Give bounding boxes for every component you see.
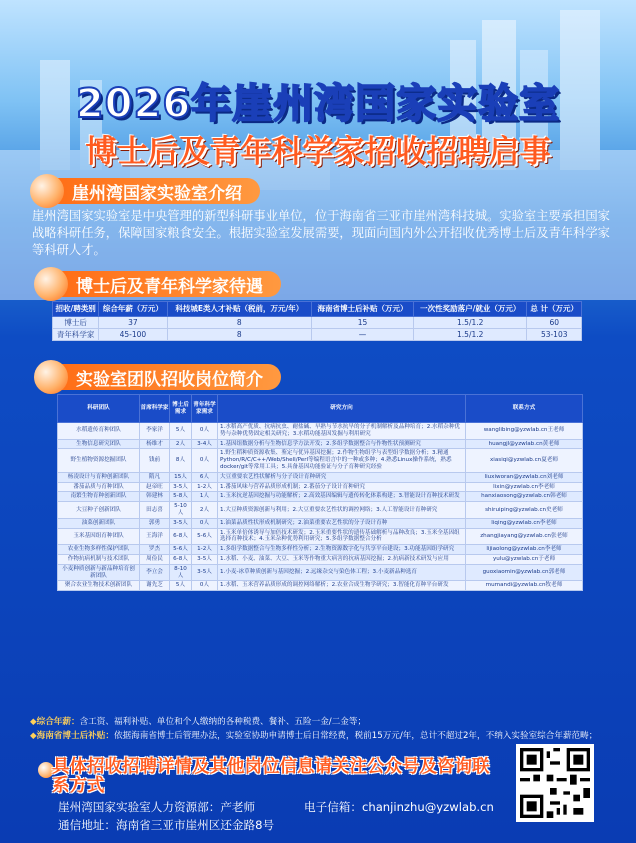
table-cell: 3-5人 <box>192 564 218 581</box>
positions-table <box>57 394 583 591</box>
contact-email[interactable]: huangjl@yzwlab.cn黄老师 <box>466 439 583 449</box>
table-cell: — <box>312 329 414 341</box>
table-cell: 1.5/1.2 <box>414 317 527 329</box>
contact-email[interactable]: hanxiaosong@yzwlab.cn韩老师 <box>466 492 583 502</box>
table-cell: 5-8人 <box>170 492 192 502</box>
contact-email[interactable]: yulu@yzwlab.cn于老师 <box>466 554 583 564</box>
table-row <box>58 449 583 472</box>
contact-email[interactable]: liuxiworan@yzwlab.cn刘老师 <box>466 472 583 482</box>
table-row <box>53 317 582 329</box>
table-cell: 8人 <box>170 449 192 472</box>
table-cell: 8-10人 <box>170 564 192 581</box>
table-cell: 6-8人 <box>170 554 192 564</box>
section-heading-intro: 崖州湾国家实验室介绍 <box>72 183 242 204</box>
note-label: ◆综合年薪： <box>30 717 80 727</box>
contact-email[interactable]: shiruiping@yzwlab.cn史老师 <box>466 502 583 519</box>
table-row <box>58 482 583 492</box>
benefits-col-header: 科技城E类人才补贴（税前，万元/年） <box>167 302 311 317</box>
benefits-col-header: 一次性奖励落户/就业（万元） <box>414 302 527 317</box>
contact-email[interactable]: wanglibing@yzwlab.cn王老师 <box>466 423 583 440</box>
table-cell: 油菜创新团队 <box>58 518 140 528</box>
table-row <box>53 329 582 341</box>
table-cell: 1-2人 <box>192 545 218 555</box>
research-direction: 1.野生稻种质资源收集、鉴定与优异基因挖掘；2.作物生物组学与表型组学数据分析；3.精通Python/R/C/C++/Web/Shell/Perl等编程语言中的一种或多种；4.熟悉Linux操作系统，熟悉docker/git等常用工具；5.具备基因功能验证与分子育种研究经验 <box>218 449 466 472</box>
table-row <box>58 502 583 519</box>
positions-col-header: 首席科学家 <box>140 395 170 423</box>
benefits-col-header: 综合年薪（万元） <box>99 302 167 317</box>
table-row <box>58 423 583 440</box>
table-cell: 大豆种子创新团队 <box>58 502 140 519</box>
table-row <box>58 554 583 564</box>
footer-cta: 具体招收招聘详情及其他岗位信息请关注公众号及咨询联系方式 <box>52 757 490 796</box>
table-row <box>58 518 583 528</box>
table-cell: 杨维才 <box>140 439 170 449</box>
table-cell: 聚合农业生物技术创新团队 <box>58 581 140 591</box>
benefits-col-header: 海南省博士后补贴（万元） <box>312 302 414 317</box>
benefits-col-header: 招收/聘类别 <box>53 302 99 317</box>
table-cell: 杨凌设计与育种创新团队 <box>58 472 140 482</box>
section-heading-positions: 实验室团队招收岗位简介 <box>76 369 263 390</box>
table-cell: 王海洋 <box>140 528 170 545</box>
table-cell: 李立会 <box>140 564 170 581</box>
contact-email[interactable]: mumandi@yzwlab.cn牧老师 <box>466 581 583 591</box>
section-tag-intro <box>36 178 260 204</box>
contact-email[interactable]: guoxiaomin@yzwlab.cn郭老师 <box>466 564 583 581</box>
note-label: ◆海南省博士后补贴： <box>30 731 114 741</box>
notes-block <box>30 715 620 743</box>
table-cell: 3-5人 <box>192 554 218 564</box>
research-direction: 大豆重要农艺性状解析与分子设计育种研究 <box>218 472 466 482</box>
table-cell: 田志喜 <box>140 502 170 519</box>
table-cell: 周俭民 <box>140 554 170 564</box>
intro-paragraph: 崖州湾国家实验室是中央管理的新型科研事业单位，位于海南省三亚市崖州湾科技城。实验室主要承担国家战略科研任务，保障国家粮食安全。根据实验室发展需要，现面向国内外公开招收优秀博士后及青年科学家等科研人才。 <box>32 209 610 257</box>
table-cell: 3-5人 <box>170 482 192 492</box>
positions-col-header: 联系方式 <box>466 395 583 423</box>
research-direction: 1.大豆种质资源创新与利用；2.大豆重要农艺性状的调控网络；3.人工智能设计育种研究 <box>218 502 466 519</box>
table-cell: 南繁生物育种创新团队 <box>58 492 140 502</box>
table-cell: 6-8人 <box>170 528 192 545</box>
table-cell: 60 <box>527 317 582 329</box>
table-cell: 博士后 <box>53 317 99 329</box>
main-title: 2026年崖州湾国家实验室 <box>75 81 561 127</box>
positions-header-row <box>58 395 583 423</box>
sub-title: 博士后及青年科学家招收招聘启事 <box>85 134 551 170</box>
table-row <box>58 492 583 502</box>
positions-col-header: 研究方向 <box>218 395 466 423</box>
table-cell: 赵帝旺 <box>140 482 170 492</box>
table-cell: 隋凡 <box>140 472 170 482</box>
table-cell: 钱前 <box>140 449 170 472</box>
research-direction: 1.小麦-冰草种质创新与基因挖掘；2.远缘杂交与染色体工程；3.小麦新品种选育 <box>218 564 466 581</box>
table-cell: 0人 <box>192 423 218 440</box>
section-heading-benefits: 博士后及青年科学家待遇 <box>76 276 263 297</box>
table-cell: 生物信息研究团队 <box>58 439 140 449</box>
qr-code[interactable] <box>516 744 594 822</box>
hr-contact: 崖州湾国家实验室人力资源部：产老师 <box>58 800 256 814</box>
table-cell: 15 <box>312 317 414 329</box>
table-cell: 谢先芝 <box>140 581 170 591</box>
table-cell: 5-6人 <box>192 528 218 545</box>
table-cell: 53-103 <box>527 329 582 341</box>
table-cell: 作物抗病机制与技术团队 <box>58 554 140 564</box>
table-cell: 0人 <box>192 581 218 591</box>
table-cell: 1-2人 <box>192 482 218 492</box>
table-cell: 2人 <box>170 439 192 449</box>
table-cell: 青年科学家 <box>53 329 99 341</box>
benefits-col-header: 总 计（万元） <box>527 302 582 317</box>
table-cell: 5人 <box>170 581 192 591</box>
table-cell: 郭勇 <box>140 518 170 528</box>
bullet-icon <box>34 267 68 301</box>
table-cell: 8 <box>167 317 311 329</box>
contact-email[interactable]: liqing@yzwlab.cn李老师 <box>466 518 583 528</box>
table-cell: 3-4人 <box>192 439 218 449</box>
positions-col-header: 博士后需求 <box>170 395 192 423</box>
note-line <box>30 729 620 743</box>
table-cell: 水稻遗传育种团队 <box>58 423 140 440</box>
table-cell: 罗杰 <box>140 545 170 555</box>
table-cell: 15人 <box>170 472 192 482</box>
table-cell: 5-6人 <box>170 545 192 555</box>
contact-email[interactable]: zhangjiayang@yzwlab.cn张老师 <box>466 528 583 545</box>
table-cell: 1.5/1.2 <box>414 329 527 341</box>
table-cell: 玉米基因组育种团队 <box>58 528 140 545</box>
table-cell: 5-10人 <box>170 502 192 519</box>
research-direction: 1.油菜品质性状形成机制研究；2.油菜重要农艺性状的分子设计育种 <box>218 518 466 528</box>
table-cell: 小麦种质创新与新品种培育创新团队 <box>58 564 140 581</box>
table-row <box>58 545 583 555</box>
note-text: 依据海南省博士后管理办法，实验室协助申请博士后日常经费，税前15万元/年，总计不超过2年，不纳入实验室综合年薪范畴； <box>113 731 598 741</box>
table-cell: 3-5人 <box>170 518 192 528</box>
contact-email[interactable]: lixin@yzwlab.cn李老师 <box>466 482 583 492</box>
benefits-table <box>52 301 582 341</box>
table-cell: 1人 <box>192 492 218 502</box>
research-direction: 1.玉米单倍体诱导与加倍技术研发；2.玉米重要性状的遗传基础解析与品种改良；3.玉米全基因组选择育种技术；4.玉米杂种优势利用研究；5.多组学数据整合分析 <box>218 528 466 545</box>
table-cell: 8 <box>167 329 311 341</box>
contact-email[interactable]: xiasiqi@yzwlab.cn夏老师 <box>466 449 583 472</box>
table-row <box>58 528 583 545</box>
address-contact: 通信地址：海南省三亚市崖州区还金路8号 <box>58 818 275 832</box>
benefits-header-row <box>53 302 582 317</box>
table-cell: 韩建林 <box>140 492 170 502</box>
table-cell: 37 <box>99 317 167 329</box>
research-direction: 1.番茄风味与营养品质形成机制；2.番茄分子设计育种研究 <box>218 482 466 492</box>
email-contact: 电子信箱：chanjinzhu@yzwlab.cn <box>304 800 494 814</box>
table-cell: 农业生物多样性保护团队 <box>58 545 140 555</box>
table-cell: 李家洋 <box>140 423 170 440</box>
table-cell: 番茄品质与育种团队 <box>58 482 140 492</box>
research-direction: 1.水稻、小麦、油菜、大豆、玉米等作物重大病害的抗病基因挖掘；2.抗病新技术研发与应用 <box>218 554 466 564</box>
note-line <box>30 715 620 729</box>
table-cell: 0人 <box>192 518 218 528</box>
positions-col-header: 青年科学家需求 <box>192 395 218 423</box>
qr-code-icon <box>520 748 590 818</box>
positions-col-header: 科研团队 <box>58 395 140 423</box>
table-row <box>58 472 583 482</box>
positions-body <box>58 423 583 591</box>
research-direction: 1.玉米抗逆基因挖掘与功能解析；2.高效基因编辑与遗传转化体系构建；3.智能设计育种技术研发 <box>218 492 466 502</box>
table-cell: 野生植物资源挖掘团队 <box>58 449 140 472</box>
section-tag-positions <box>40 364 281 390</box>
research-direction: 1.基因组数据分析与生物信息学方法开发；2.多组学数据整合与作物性状预测研究 <box>218 439 466 449</box>
table-row <box>58 581 583 591</box>
research-direction: 1.水稻高产优质、抗病抗虫、耐盐碱、早熟与节水抗旱的分子机制解析及品种培育；2.水稻杂种优势与杂种优势固定相关研究；3.水稻功能基因发掘与利用研究 <box>218 423 466 440</box>
note-text: 含工资、福利补贴、单位和个人缴纳的各种税费、餐补、五险一金/二金等； <box>79 717 367 727</box>
section-tag-benefits <box>40 271 281 297</box>
bullet-icon <box>30 174 64 208</box>
table-cell: 2人 <box>192 502 218 519</box>
bullet-icon <box>34 360 68 394</box>
table-row <box>58 564 583 581</box>
table-cell: 5人 <box>170 423 192 440</box>
research-direction: 1.水稻、玉米营养品质形成的调控网络解析；2.农业合成生物学研究；3.智能化育种平台研发 <box>218 581 466 591</box>
table-cell: 6人 <box>192 472 218 482</box>
table-cell: 45-100 <box>99 329 167 341</box>
research-direction: 1.多组学数据整合与生物多样性分析；2.生物资源数字化与共享平台建设；3.功能基因组学研究 <box>218 545 466 555</box>
table-cell: 0人 <box>192 449 218 472</box>
table-row <box>58 439 583 449</box>
contact-email[interactable]: lijiaolong@yzwlab.cn李老师 <box>466 545 583 555</box>
